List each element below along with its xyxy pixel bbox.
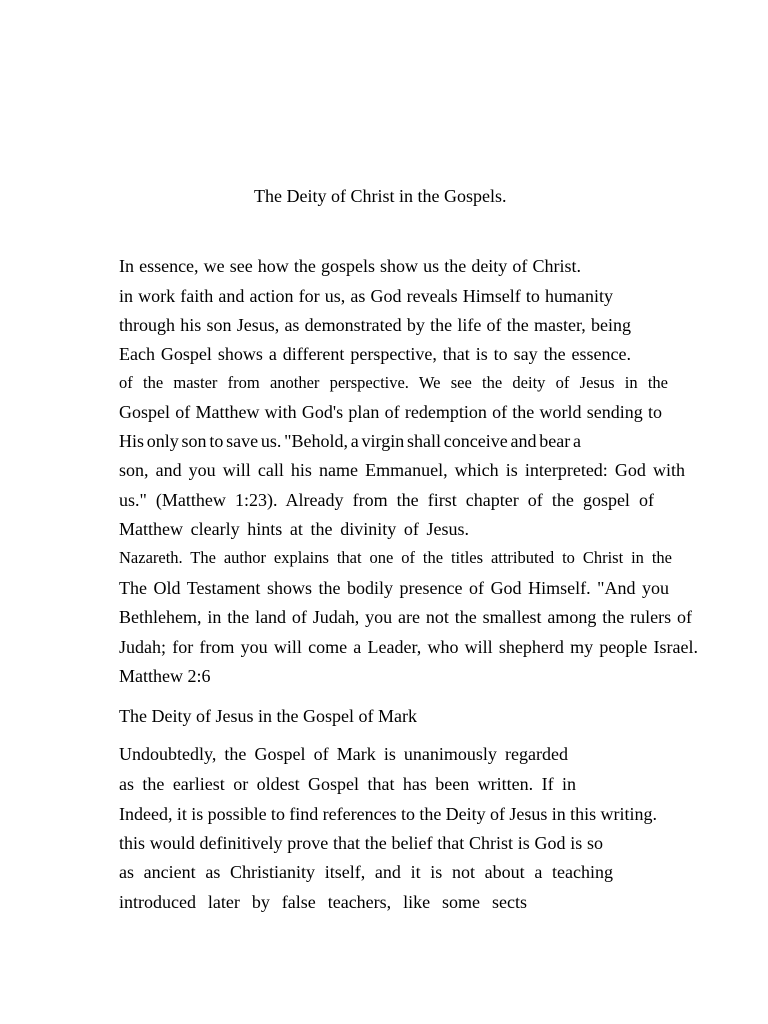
text-line-content: as ancient as Christianity itself, and it is not about a teaching [119, 862, 613, 882]
text-line [119, 255, 581, 277]
text-line-content: in work faith and action for us, as God reveals Himself to humanity [119, 286, 613, 306]
text-line [119, 577, 669, 599]
text-line-content: Gospel of Matthew with God's plan of redemption of the world sending to [119, 402, 662, 422]
text-line-content: Matthew clearly hints at the divinity of Jesus. [119, 519, 469, 539]
text-line [119, 372, 668, 394]
text-line [119, 891, 527, 913]
text-line-content: through his son Jesus, as demonstrated by the life of the master, being [119, 315, 631, 335]
text-line-content: Each Gospel shows a different perspective, that is to say the essence. [119, 344, 631, 364]
text-line [119, 743, 568, 765]
text-line [119, 773, 576, 795]
text-line-content: Indeed, it is possible to find references to the Deity of Jesus in this writing. [119, 804, 657, 824]
text-line [119, 489, 654, 511]
text-line [119, 314, 631, 336]
text-line-content: introduced later by false teachers, like some sects [119, 892, 527, 912]
document-title-text: The Deity of Christ in the Gospels. [254, 186, 507, 206]
text-line [119, 803, 657, 825]
text-line [119, 636, 698, 658]
text-line-content: Bethlehem, in the land of Judah, you are not the smallest among the rulers of [119, 607, 692, 627]
text-line [119, 285, 613, 307]
text-line [119, 459, 685, 481]
text-line [119, 861, 613, 883]
text-line-content: as the earliest or oldest Gospel that has been written. If in [119, 774, 576, 794]
text-line-content: Judah; for from you will come a Leader, who will shepherd my people Israel. [119, 637, 698, 657]
text-line [119, 430, 581, 452]
text-line [119, 518, 469, 540]
text-line-content: this would definitively prove that the belief that Christ is God is so [119, 833, 603, 853]
text-line [119, 606, 692, 628]
document-title [254, 185, 506, 207]
text-line-content: The Old Testament shows the bodily presence of God Himself. "And you [119, 578, 669, 598]
text-line [119, 665, 211, 687]
section-heading [119, 705, 417, 727]
text-line [119, 547, 672, 569]
text-line [119, 401, 662, 423]
text-line-content: Undoubtedly, the Gospel of Mark is unanimously regarded [119, 744, 568, 764]
text-line-content: of the master from another perspective. We see the deity of Jesus in the [119, 373, 668, 392]
text-line-content: son, and you will call his name Emmanuel, which is interpreted: God with [119, 460, 685, 480]
text-line-content: Nazareth. The author explains that one of the titles attributed to Christ in the [119, 548, 672, 567]
text-line-content: His only son to save us. "Behold, a virgin shall conceive and bear a [119, 431, 581, 451]
text-line-content: us." (Matthew 1:23). Already from the first chapter of the gospel of [119, 490, 654, 510]
section-heading-text: The Deity of Jesus in the Gospel of Mark [119, 706, 417, 726]
text-line-content: In essence, we see how the gospels show us the deity of Christ. [119, 256, 581, 276]
text-line [119, 343, 631, 365]
text-line-content: Matthew 2:6 [119, 666, 211, 686]
text-line [119, 832, 603, 854]
